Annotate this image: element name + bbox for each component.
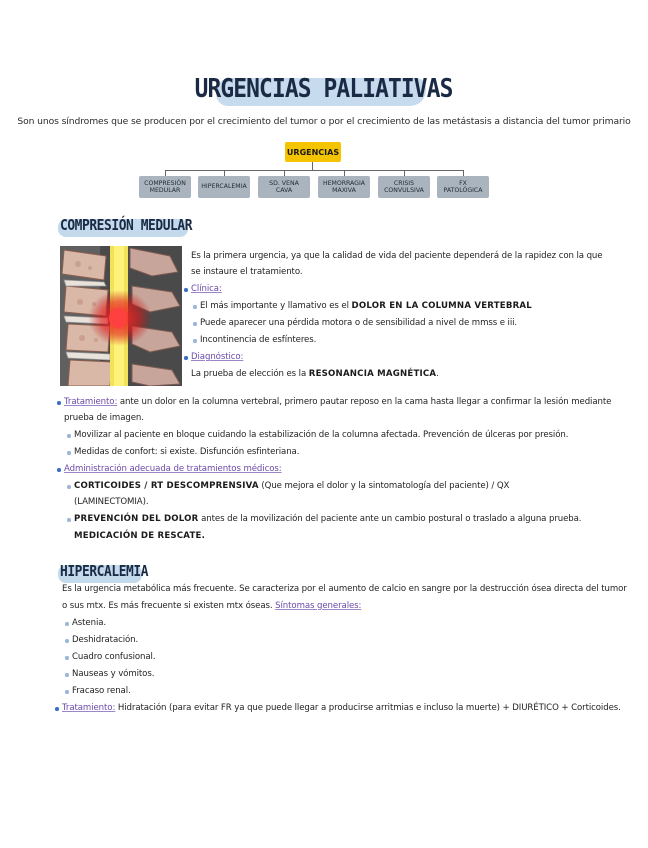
administracion-1-cont: (LAMINECTOMIA). [74,497,149,507]
hipercalemia-p2-text: o sus mtx. Es más frecuente si existen mtx óseas. [62,601,276,611]
compresion-intro-1: Es la primera urgencia, ya que la calidad de vida del paciente dependerá de la rapidez con la que [191,251,603,261]
clinica-1-bold: DOLOR EN LA COLUMNA VERTEBRAL [351,301,532,311]
spine-illustration [60,246,182,386]
diagram-node-fx [437,176,489,198]
clinica-3: Incontinencia de esfínteres. [200,335,317,345]
administracion-2-text: antes de la movilización del paciente ante un cambio postural o traslado a alguna prueba. [198,514,582,524]
sintoma-item: Cuadro confusional. [72,652,156,662]
administracion-1-text: (Que mejora el dolor y la sintomatología del paciente) / QX [258,481,510,491]
administracion-2 [74,514,581,524]
clinica-label: Clínica: [191,284,222,294]
clinica-2: Puede aparecer una pérdida motora o de sensibilidad a nivel de mmss e iii. [200,318,518,328]
hipercalemia-tratamiento [62,703,621,713]
diagram-node-hipercalemia [198,176,250,198]
node-line: HEMORRAGIA [322,179,366,187]
node-line: FX [459,179,467,187]
sintoma-item: Fracaso renal. [72,686,131,696]
tratamiento-text-2: prueba de imagen. [64,413,144,423]
administracion-item [64,464,282,474]
node-line: CRISIS [393,179,415,187]
hipercalemia-tratamiento-label: Tratamiento: [62,703,116,713]
diagram-node-hemorragia [318,176,370,198]
hipercalemia-tratamiento-text: Hidratación (para evitar FR ya que puede llegar a producirse arritmias e incluso la muerte) + DIURÉTICO + Corticoides. [115,703,621,713]
diagram-connector [165,170,463,171]
page-subtitle: Son unos síndromes que se producen por el crecimiento del tumor o por el crecimiento de las metástasis a distancia del tumor primario [17,116,631,127]
diagnostico-bold: RESONANCIA MAGNÉTICA [308,369,437,379]
clinica-1-text: El más importante y llamativo es el [200,301,352,311]
tratamiento-label: Tratamiento: [64,397,118,407]
section-heading-hipercalemia: HIPERCALEMIA [60,562,149,580]
diagnostico-pre: La prueba de elección es la [191,369,309,379]
sintoma-item: Astenia. [72,618,107,628]
diagnostico-item [191,352,243,362]
title-wrap [0,74,648,104]
diagnostico-label: Diagnóstico: [191,352,244,362]
hipercalemia-p2 [62,601,361,611]
sintoma-item: Deshidratación. [72,635,139,645]
diagram-connector [312,162,313,170]
spine-image [60,246,182,386]
administracion-label: Administración adecuada de tratamientos médicos: [64,464,282,474]
sintoma-item: Nauseas y vómitos. [72,669,155,679]
clinica-item [191,284,222,294]
diagram-root: URGENCIAS [285,142,341,162]
node-line: CONVULSIVA [384,187,424,194]
diagram-node-vena-cava [258,176,310,198]
administracion-1-bold: CORTICOIDES / RT DESCOMPRENSIVA [74,481,259,491]
node-line: CAVA [275,187,293,194]
tratamiento-sub-2: Medidas de confort: si existe. Disfunción esfinteriana. [74,447,300,457]
diagram-node-compresion [139,176,191,198]
node-line: MAXIVA [332,187,356,194]
node-line: COMPRESIÓN [144,179,186,187]
sintomas-label: Síntomas generales: [275,601,362,611]
tratamiento-text: ante un dolor en la columna vertebral, primero pautar reposo en la cama hasta llegar a confirmar la lesión mediante [117,397,612,407]
section-heading-compresion: COMPRESIÓN MEDULAR [60,216,193,234]
diagram-node-crisis [378,176,430,198]
node-line: SD. VENA [269,179,299,187]
tratamiento-item [64,397,611,407]
administracion-1 [74,481,509,491]
hipercalemia-p1: Es la urgencia metabólica más frecuente. Se caracteriza por el aumento de calcio en sangre por la destrucción ósea directa del tumor [62,584,627,594]
administracion-2-bold: PREVENCIÓN DEL DOLOR [74,514,199,524]
compresion-intro-2: se instaure el tratamiento. [191,267,303,277]
page-title: URGENCIAS PALIATIVAS [195,74,453,104]
diagnostico-text [191,369,439,379]
urgencias-diagram [0,138,648,202]
node-line: MEDULAR [149,187,181,194]
clinica-1 [200,301,532,311]
node-line: PATOLÓGICA [443,187,483,194]
diagnostico-post: . [436,369,439,379]
tratamiento-sub-1: Movilizar al paciente en bloque cuidando la estabilización de la columna afectada. Prevención de úlceras por presión. [74,430,569,440]
administracion-3: MEDICACIÓN DE RESCATE. [74,531,206,541]
node-line: HIPERCALEMIA [201,183,247,191]
